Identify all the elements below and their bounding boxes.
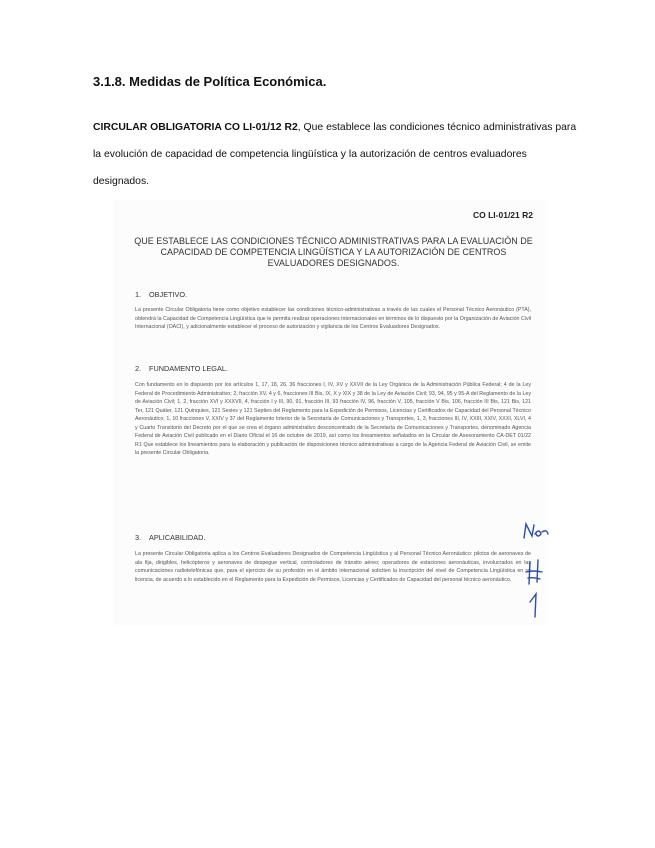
section-number: 3. (135, 533, 142, 542)
intro-description: , Que establece las condiciones técnico administrativas para la evolución de capacidad de competencia lingüística y la autorización de centros evaluadores designados. (93, 122, 577, 187)
section-text-objetivo: La presente Circular Obligatoria tiene como objetivo establecer las condiciones técnico-administrativas a través de las cuales el Personal Técnico Aeronáutico (PTA), obtendrá la Capacidad de Competencia Lingüística que le permita realizar operaciones internacionales en términos de lo dispuesto por la Organización de Aviación Civil Internacional (OACI), y adicionalmente establecer el proceso de autorización y vigilancia de los Centros Evaluadores Designados. (135, 307, 531, 330)
section-title: FUNDAMENTO LEGAL. (149, 364, 228, 373)
section-title: OBJETIVO. (149, 290, 188, 299)
document-code: CO LI-01/21 R2 (473, 210, 533, 220)
section-heading-fundamento (135, 364, 228, 373)
section-title: APLICABILIDAD. (149, 533, 206, 542)
signature-marks-icon (520, 520, 550, 620)
circular-reference: CIRCULAR OBLIGATORIA CO LI-01/12 R2 (93, 122, 298, 133)
handwritten-initials (520, 520, 550, 620)
section-number: 2. (135, 364, 142, 373)
section-text-fundamento: Con fundamento en lo dispuesto por los artículos 1, 17, 18, 26, 36 fracciones I, IV, XV y XXVII de la Ley Orgánica de la Administración Pública Federal; 4 de la Ley Federal de Procedimiento Administrativo; 2, fracción XV, 4 y 6, fracciones III Bis, IX, X y XIX y 38 de la Ley de Aviación Civil; 93, 94, 95 y 95-A del Reglamento de la Ley de Aviación Civil; 1, 2, fracción XVI y XXXVII, 4, fracción I y III, 90, 91, fracción III, 93 fracción IV, 96, fracción V, 105, fracción V Bis, 106, fracción III Bis, 121 Bis, 121 Ter, 121 Quáter, 121 Quinquies, 121 Sexies y 121 Septies del Reglamento para la Expedición de Permisos, Licencias y Certificados de Capacidad del Personal Técnico Aeronáutico; 1, 10 fracciones V, XXIV y 37 del Reglamento Interior de la Secretaría de Comunicaciones y Transportes, 1, 3, fracciones III, IV, XXIII, XXIV, XXXI, XLVI, 4 y Cuarto Transitorio del Decreto por el que se crea el órgano administrativo desconcentrado de la Secretaría de Comunicaciones y Transportes, denominado Agencia Federal de Aviación Civil publicado en el Diario Oficial el 16 de octubre de 2019, así como los lineamientos señalados en la Circular de Asesoramiento CA-DET 01/22 R1 Que establece los lineamientos para la elaboración y publicación de disposiciones técnico administrativas a cargo de la Agencia Federal de Aviación Civil, se emite la presente Circular Obligatoria. (135, 382, 531, 456)
section-heading-objetivo (135, 290, 187, 299)
document-title: QUE ESTABLECE LAS CONDICIONES TÉCNICO ADMINISTRATIVAS PARA LA EVALUACIÓN DE CAPACIDAD DE COMPETENCIA LINGÜÍSTICA Y LA AUTORIZACIÓN DE CENTROS EVALUADORES DESIGNADOS. (134, 236, 533, 268)
section-text-aplicabilidad: La presente Circular Obligatoria aplica a los Centros Evaluadores Designados de Competencia Lingüística y al Personal Técnico Aeronáutico: pilotos de aeronaves de ala fija, dirigibles, helicópteros y aeronaves de despegue vertical, controladores de tránsito aéreo; operadores de estaciones aeronáuticas, involucrados en las comunicaciones radiotelefónicas que, para el ejercicio de su profesión en el ámbito internacional soliciten la inscripción del nivel de Competencia Lingüística en su licencia, de acuerdo a lo establecido en el Reglamento para la Expedición de Permisos, Licencias y Certificados de Capacidad del personal técnico aeronáutico. (135, 551, 531, 583)
page-heading: 3.1.8. Medidas de Política Económica. (93, 74, 327, 89)
section-number: 1. (135, 290, 142, 299)
intro-paragraph (93, 114, 583, 195)
scanned-document (113, 200, 548, 625)
section-heading-aplicabilidad (135, 533, 205, 542)
